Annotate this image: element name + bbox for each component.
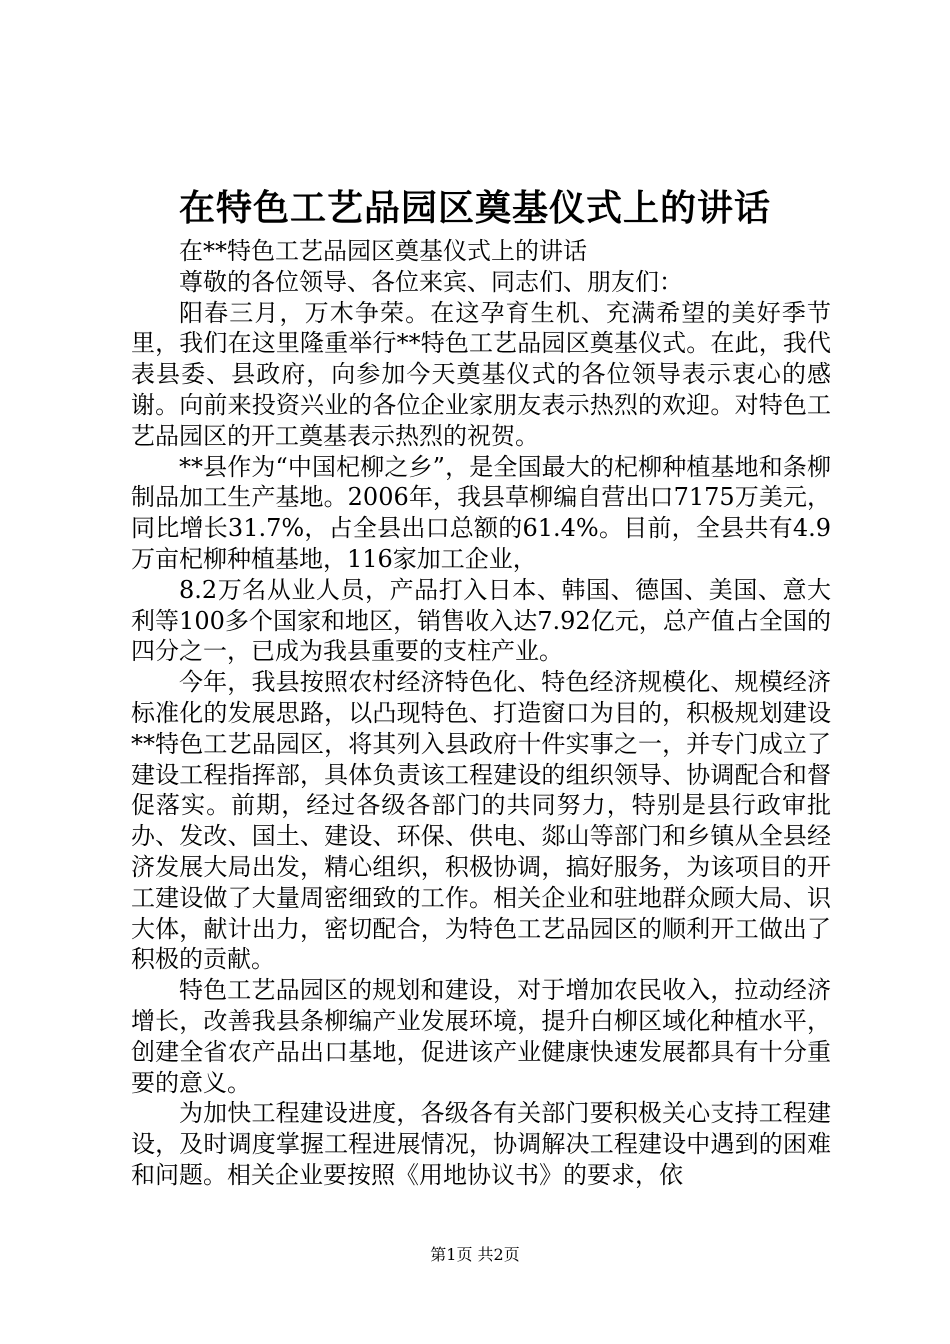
paragraph: 8.2万名从业人员，产品打入日本、韩国、德国、美国、意大利等100多个国家和地区，销售收入达7.92亿元，总产值占全国的四分之一，已成为我县重要的支柱产业。: [131, 575, 831, 666]
document-body: [131, 236, 831, 1191]
paragraph-subtitle: 在**特色工艺品园区奠基仪式上的讲话: [179, 237, 587, 265]
paragraph: **县作为“中国杞柳之乡”，是全国最大的杞柳种植基地和条柳制品加工生产基地。2006年，我县草柳编自营出口7175万美元，同比增长31.7%，占全县出口总额的61.4%。目前，全县共有4.9万亩杞柳种植基地，116家加工企业，: [131, 452, 831, 573]
paragraph: 阳春三月，万木争荣。在这孕育生机、充满希望的美好季节里，我们在这里隆重举行**特色工艺品园区奠基仪式。在此，我代表县委、县政府，向参加今天奠基仪式的各位领导表示衷心的感谢。向前来投资兴业的各位企业家朋友表示热烈的欢迎。对特色工艺品园区的开工奠基表示热烈的祝贺。: [131, 298, 831, 450]
page-number-footer: 第1页 共2页: [430, 1245, 520, 1264]
paragraph-salutation: 尊敬的各位领导、各位来宾、同志们、朋友们：: [179, 267, 683, 296]
paragraph: 为加快工程建设进度，各级各有关部门要积极关心支持工程建设，及时调度掌握工程进展情况，协调解决工程建设中遇到的困难和问题。相关企业要按照《用地协议书》的要求，依: [131, 1099, 831, 1189]
paragraph: 今年，我县按照农村经济特色化、特色经济规模化、规模经济标准化的发展思路，以凸现特色、打造窗口为目的，积极规划建设**特色工艺品园区，将其列入县政府十件实事之一，并专门成立了建设工程指挥部，具体负责该工程建设的组织领导、协调配合和督促落实。前期，经过各级各部门的共同努力，特别是县行政审批办、发改、国土、建设、环保、供电、郯山等部门和乡镇从全县经济发展大局出发，精心组织，积极协调，搞好服务，为该项目的开工建设做了大量周密细致的工作。相关企业和驻地群众顾大局、识大体，献计出力，密切配合，为特色工艺品园区的顺利开工做出了积极的贡献。: [131, 668, 831, 974]
document-title: 在特色工艺品园区奠基仪式上的讲话: [178, 187, 771, 229]
paragraph: 特色工艺品园区的规划和建设，对于增加农民收入，拉动经济增长，改善我县条柳编产业发展环境，提升白柳区域化种植水平，创建全省农产品出口基地，促进该产业健康快速发展都具有十分重要的意义。: [131, 976, 831, 1097]
